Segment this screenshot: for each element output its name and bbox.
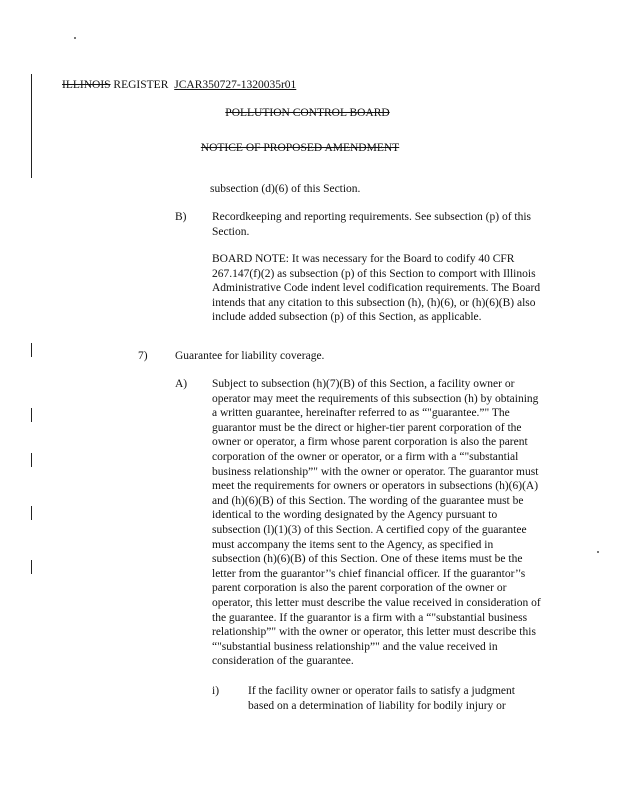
register-prefix: ILLINOIS: [62, 79, 111, 91]
item-7-text: Guarantee for liability coverage.: [175, 350, 325, 362]
item-i-label: i): [212, 685, 220, 697]
item-a-text: Subject to subsection (h)(7)(B) of this Section, a facility owner or operator may meet the requirements of this subsection (h) by obtaining a written guarantee, hereinafter referred to as “"guarantee.”" The guarantor must be the direct or higher-tier parent corporation of the owner or operator, a firm whose parent corporation is also the parent corporation of the owner or operator, or a firm with a “"substantial business relationship”" with the owner or operator. The guarantor must meet the requirements for owners or operators in subsections (h)(6)(A) and (h)(6)(B) of this Section. The wording of the guarantee must be identical to the wording designated by the Agency pursuant to subsection (l)(1)(3) of this Section. A certified copy of the guarantee must accompany the items sent to the Agency, as specified in subsection (h)(6)(B) of this Section. One of these items must be the letter from the guarantor’'s chief financial officer. If the guarantor’'s parent corporation is also the parent corporation of the owner or operator, this letter must describe the value received in consideration of the guarantee. If the guarantor is a firm with a “"substantial business relationship”" with the owner or operator, this letter must describe this “"substantial business relationship”" and the value received in consideration of the guarantee.: [212, 378, 541, 668]
tracking-code: JCAR350727-1320035r01: [174, 79, 297, 91]
item-i-text: If the facility owner or operator fails to satisfy a judgment based on a determination of liability for bodily injury or: [248, 685, 515, 712]
item-b-text: Recordkeeping and reporting requirements. See subsection (p) of this Section.: [212, 211, 532, 238]
continuation-line: subsection (d)(6) of this Section.: [210, 183, 361, 195]
change-bar-5: [31, 560, 32, 574]
change-bar-header: [31, 74, 32, 178]
change-bar-1: [31, 343, 32, 357]
change-bar-2: [31, 408, 32, 422]
item-b-label: B): [175, 211, 187, 223]
change-bar-4: [31, 506, 32, 520]
scan-speck: [597, 551, 599, 553]
scan-speck: [74, 37, 76, 39]
board-note: BOARD NOTE: It was necessary for the Board to codify 40 CFR 267.147(f)(2) as subsection (p) of this Section to comport with Illinois Administrative Code indent level codification requirements. The Board intends that any citation to this subsection (h), (h)(6), or (h)(6)(B) also include added subsection (p) of this Section, as applicable.: [212, 253, 541, 324]
item-a-label: A): [175, 378, 188, 390]
register-rest: REGISTER: [110, 79, 169, 91]
item-7-label: 7): [138, 350, 148, 362]
register-header: [62, 78, 296, 93]
notice-heading: NOTICE OF PROPOSED AMENDMENT: [200, 142, 400, 154]
board-heading: POLLUTION CONTROL BOARD: [225, 107, 390, 119]
change-bar-3: [31, 453, 32, 467]
